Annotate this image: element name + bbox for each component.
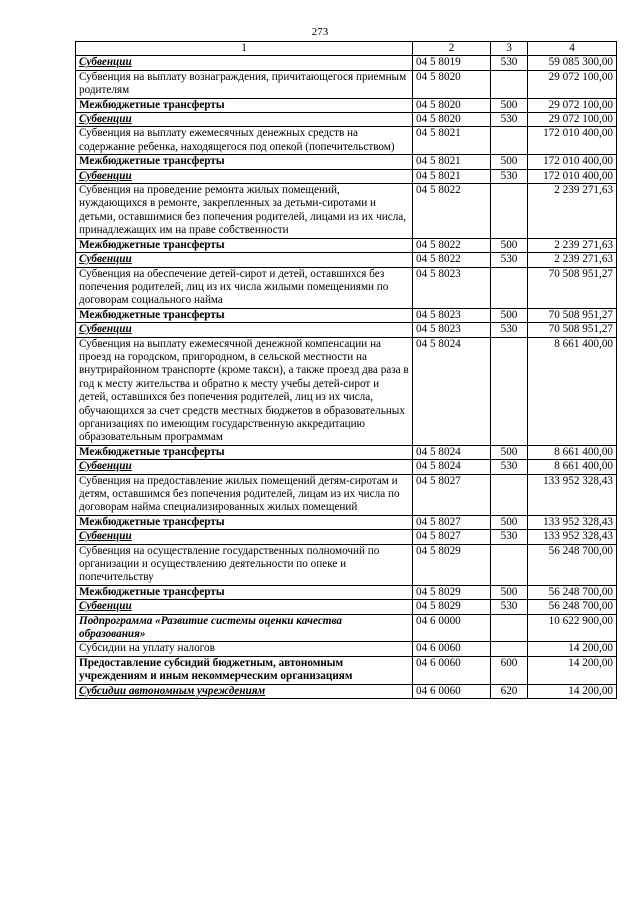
row-amount-cell: 29 072 100,00	[528, 70, 617, 98]
row-code-cell: 04 5 8021	[413, 127, 491, 155]
row-code-cell: 04 5 8021	[413, 169, 491, 183]
table-row	[76, 337, 617, 445]
row-name-cell: Субвенция на выплату ежемесячной денежной компенсации на проезд на городском, пригородном, в сельской местности на внутрирайонном транспорте (кроме такси), а также проезд два раза в год к месту жительства и обратно к месту учебы детей-сирот и детей, оставшихся без попечения родителей, лиц из их числа, обучающихся за счет средств местных бюджетов в образовательных организациях по имеющим государственную аккредитацию образовательным программам	[76, 337, 413, 445]
row-amount-cell: 10 622 900,00	[528, 614, 617, 642]
table-row	[76, 323, 617, 337]
row-code-cell: 04 5 8023	[413, 267, 491, 308]
row-name-cell: Межбюджетные трансферты	[76, 155, 413, 169]
row-type-cell: 530	[491, 169, 528, 183]
row-type-cell	[491, 337, 528, 445]
row-type-cell: 530	[491, 600, 528, 614]
row-type-cell: 500	[491, 585, 528, 599]
row-type-cell: 530	[491, 323, 528, 337]
row-type-cell: 500	[491, 445, 528, 459]
row-name-cell: Подпрограмма «Развитие системы оценки качества образования»	[76, 614, 413, 642]
row-name-cell: Субвенции	[76, 530, 413, 544]
table-row	[76, 56, 617, 70]
table-row	[76, 585, 617, 599]
row-code-cell: 04 5 8029	[413, 585, 491, 599]
row-type-cell: 500	[491, 308, 528, 322]
row-amount-cell: 56 248 700,00	[528, 585, 617, 599]
row-amount-cell: 59 085 300,00	[528, 56, 617, 70]
row-amount-cell: 133 952 328,43	[528, 474, 617, 515]
table-row	[76, 530, 617, 544]
row-name-cell: Субвенция на выплату вознаграждения, причитающегося приемным родителям	[76, 70, 413, 98]
row-amount-cell: 70 508 951,27	[528, 308, 617, 322]
row-amount-cell: 8 661 400,00	[528, 337, 617, 445]
row-name-cell: Субвенция на проведение ремонта жилых помещений, нуждающихся в ремонте, закрепленных за детьми-сиротами и детьми, оставшимися без попечения родителей, лицами из их числа, принадлежащих им на праве собственности	[76, 184, 413, 239]
row-name-cell: Межбюджетные трансферты	[76, 515, 413, 529]
row-type-cell: 600	[491, 656, 528, 684]
row-name-cell: Субвенции	[76, 113, 413, 127]
header-col-3: 3	[491, 42, 528, 56]
row-code-cell: 04 5 8024	[413, 460, 491, 474]
table-row	[76, 614, 617, 642]
table-row	[76, 70, 617, 98]
row-amount-cell: 29 072 100,00	[528, 98, 617, 112]
row-type-cell	[491, 267, 528, 308]
row-code-cell: 04 5 8024	[413, 337, 491, 445]
row-code-cell: 04 5 8020	[413, 113, 491, 127]
table-row	[76, 253, 617, 267]
table-row	[76, 184, 617, 239]
row-name-cell: Межбюджетные трансферты	[76, 98, 413, 112]
table-row	[76, 113, 617, 127]
table-row	[76, 515, 617, 529]
row-name-cell: Субвенции	[76, 56, 413, 70]
table-row	[76, 474, 617, 515]
row-code-cell: 04 5 8019	[413, 56, 491, 70]
row-type-cell	[491, 184, 528, 239]
header-col-2: 2	[413, 42, 491, 56]
table-row	[76, 642, 617, 656]
row-amount-cell: 29 072 100,00	[528, 113, 617, 127]
row-type-cell: 500	[491, 155, 528, 169]
row-code-cell: 04 5 8024	[413, 445, 491, 459]
row-type-cell: 500	[491, 98, 528, 112]
row-name-cell: Субвенции	[76, 460, 413, 474]
table-row	[76, 98, 617, 112]
row-type-cell: 530	[491, 253, 528, 267]
table-row	[76, 656, 617, 684]
row-type-cell: 500	[491, 515, 528, 529]
row-code-cell: 04 5 8022	[413, 238, 491, 252]
table-header-row	[76, 42, 617, 56]
row-name-cell: Предоставление субсидий бюджетным, автономным учреждениям и иным некоммерческим организациям	[76, 656, 413, 684]
page-number: 273	[311, 26, 329, 38]
table-row	[76, 544, 617, 585]
row-amount-cell: 70 508 951,27	[528, 323, 617, 337]
row-amount-cell: 172 010 400,00	[528, 155, 617, 169]
table-row	[76, 238, 617, 252]
table-row	[76, 684, 617, 698]
row-code-cell: 04 5 8022	[413, 184, 491, 239]
row-name-cell: Субвенция на обеспечение детей-сирот и детей, оставшихся без попечения родителей, лиц из их числа жилыми помещениями по договорам социального найма	[76, 267, 413, 308]
row-name-cell: Субсидии автономным учреждениям	[76, 684, 413, 698]
row-code-cell: 04 5 8029	[413, 600, 491, 614]
row-name-cell: Межбюджетные трансферты	[76, 308, 413, 322]
row-code-cell: 04 5 8021	[413, 155, 491, 169]
row-name-cell: Межбюджетные трансферты	[76, 585, 413, 599]
row-amount-cell: 133 952 328,43	[528, 515, 617, 529]
header-col-4: 4	[528, 42, 617, 56]
row-type-cell: 530	[491, 113, 528, 127]
row-code-cell: 04 5 8020	[413, 70, 491, 98]
row-type-cell	[491, 614, 528, 642]
table-row	[76, 308, 617, 322]
row-code-cell: 04 5 8022	[413, 253, 491, 267]
row-name-cell: Субвенции	[76, 169, 413, 183]
row-amount-cell: 56 248 700,00	[528, 544, 617, 585]
row-type-cell: 530	[491, 56, 528, 70]
row-name-cell: Субвенция на осуществление государственных полномочий по организации и осуществлению деятельности по опеке и попечительству	[76, 544, 413, 585]
row-code-cell: 04 5 8023	[413, 323, 491, 337]
row-amount-cell: 14 200,00	[528, 656, 617, 684]
row-name-cell: Субсидии на уплату налогов	[76, 642, 413, 656]
row-type-cell	[491, 544, 528, 585]
row-code-cell: 04 6 0060	[413, 642, 491, 656]
row-name-cell: Субвенции	[76, 600, 413, 614]
row-code-cell: 04 5 8023	[413, 308, 491, 322]
row-name-cell: Субвенция на выплату ежемесячных денежных средств на содержание ребенка, находящегося под опекой (попечительством)	[76, 127, 413, 155]
row-type-cell	[491, 474, 528, 515]
row-type-cell	[491, 127, 528, 155]
row-type-cell: 530	[491, 460, 528, 474]
row-type-cell: 620	[491, 684, 528, 698]
row-name-cell: Межбюджетные трансферты	[76, 445, 413, 459]
budget-table	[75, 41, 617, 699]
row-name-cell: Межбюджетные трансферты	[76, 238, 413, 252]
row-type-cell	[491, 642, 528, 656]
table-row	[76, 267, 617, 308]
table-row	[76, 155, 617, 169]
row-amount-cell: 70 508 951,27	[528, 267, 617, 308]
row-amount-cell: 2 239 271,63	[528, 184, 617, 239]
table-row	[76, 127, 617, 155]
row-code-cell: 04 6 0060	[413, 656, 491, 684]
row-code-cell: 04 5 8020	[413, 98, 491, 112]
row-amount-cell: 2 239 271,63	[528, 253, 617, 267]
row-name-cell: Субвенции	[76, 323, 413, 337]
row-code-cell: 04 5 8027	[413, 515, 491, 529]
row-amount-cell: 133 952 328,43	[528, 530, 617, 544]
table-row	[76, 460, 617, 474]
table-row	[76, 445, 617, 459]
row-amount-cell: 14 200,00	[528, 642, 617, 656]
row-amount-cell: 8 661 400,00	[528, 460, 617, 474]
row-amount-cell: 56 248 700,00	[528, 600, 617, 614]
table-row	[76, 600, 617, 614]
row-amount-cell: 14 200,00	[528, 684, 617, 698]
row-code-cell: 04 5 8029	[413, 544, 491, 585]
row-amount-cell: 172 010 400,00	[528, 169, 617, 183]
row-code-cell: 04 6 0000	[413, 614, 491, 642]
header-col-1: 1	[76, 42, 413, 56]
row-amount-cell: 2 239 271,63	[528, 238, 617, 252]
row-code-cell: 04 5 8027	[413, 474, 491, 515]
row-code-cell: 04 6 0060	[413, 684, 491, 698]
row-code-cell: 04 5 8027	[413, 530, 491, 544]
row-name-cell: Субвенции	[76, 253, 413, 267]
table-row	[76, 169, 617, 183]
row-type-cell: 530	[491, 530, 528, 544]
row-name-cell: Субвенция на предоставление жилых помещений детям-сиротам и детям, оставшимся без попечения родителей, лицам из их числа по договорам найма специализированных жилых помещений	[76, 474, 413, 515]
row-amount-cell: 8 661 400,00	[528, 445, 617, 459]
row-type-cell	[491, 70, 528, 98]
row-type-cell: 500	[491, 238, 528, 252]
row-amount-cell: 172 010 400,00	[528, 127, 617, 155]
